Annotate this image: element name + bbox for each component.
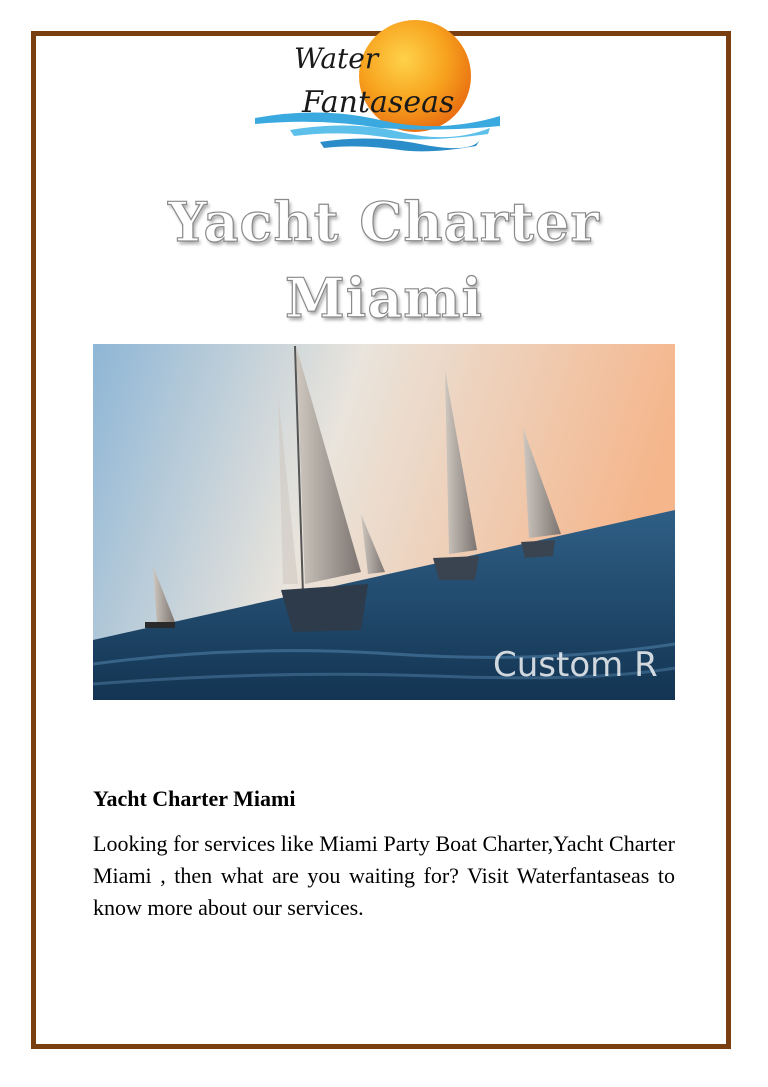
water-fantaseas-logo [250, 18, 510, 158]
logo-word-fantaseas: Fantaseas [302, 85, 455, 120]
body-paragraph: Looking for services like Miami Party Boat Charter,Yacht Charter Miami , then what are you waiting for? Visit Waterfantaseas to know more about our services. [93, 831, 675, 920]
sailboats-photo [93, 344, 675, 700]
page-title-line1: Yacht Charter [168, 190, 600, 254]
page-title-line2: Miami [285, 266, 483, 330]
section-heading: Yacht Charter Miami [93, 786, 296, 811]
photo-watermark-text: Custom R [493, 645, 658, 685]
logo-graphic [250, 18, 510, 158]
logo-word-water: Water [294, 42, 379, 75]
